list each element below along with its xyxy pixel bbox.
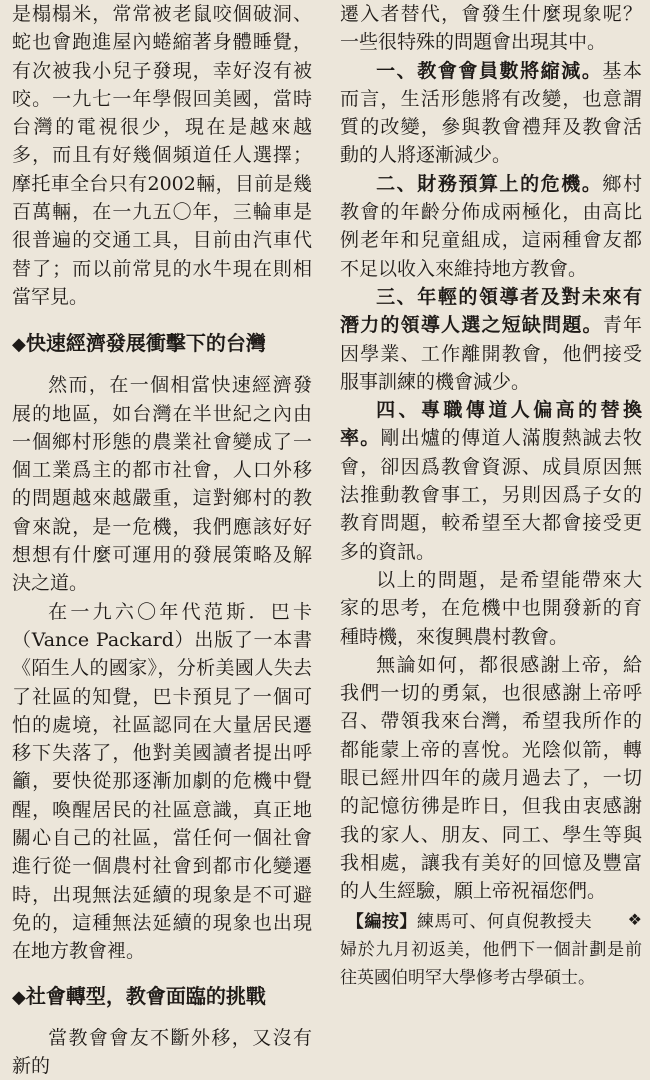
section-heading-text: 快速經濟發展衝擊下的台灣 [26,331,266,355]
challenge-item-body: 青年因學業、工作離開教會，他們接受服事訓練的機會減少。 [340,314,642,393]
editor-note-body: 練馬可、何貞倪教授夫婦於九月初返美，他們下一個計劃是前往英國伯明罕大學修考古學碩士。 [340,912,642,988]
paragraph-left-3: 在一九六〇年代范斯．巴卡（Vance Packard）出版了一本書《陌生人的國家》，分析美國人失去了社區的知覺，巴卡預見了一個可怕的處境，社區認同在大量居民遷移下失落了，他對美國讀者提出呼籲，要快從那逐漸加劇的危機中覺醒，喚醒居民的社區意識，真正地關心自己的社區，當任何一個社會進行從一個農村社會到都市化變遷時，出現無法延續的現象是不可避免的，這種無法延續的現象也出現在地方教會裡。 [12,598,312,966]
editor-note-label: 【編按】 [347,912,417,932]
section-heading-economic-development [12,329,312,359]
challenge-item-4 [340,396,642,566]
paragraph-left-2: 然而，在一個相當快速經濟發展的地區，如台灣在半世紀之內由一個鄉村形態的農業社會變成了一個工業爲主的都市社會，人口外移的問題越來越嚴重，這對鄉村的教會來說，是一危機，我們應該好好想想有什麼可運用的發展策略及解決之道。 [12,371,312,597]
section-heading-text: 社會轉型，教會面臨的挑戰 [26,984,266,1008]
diamond-bullet-icon: ◆ [12,334,26,355]
paragraph-right-1: 遷入者替代，會發生什麼現象呢？一些很特殊的問題會出現其中。 [340,0,642,57]
left-column [12,0,312,900]
end-mark-icon: ❖ [592,906,642,934]
challenge-item-lead: 一、教會會員數將縮減。 [376,60,602,82]
paragraph-right-3-text: 無論如何，都很感謝上帝，給我們一切的勇氣，也很感謝上帝呼召、帶領我來台灣，希望我所作的都能蒙上帝的喜悅。光陰似箭，轉眼已經卅四年的歲月過去了，一切的記憶彷彿是昨日，但我由衷感謝我的家人、朋友、同工、學生等與我相處，讓我有美好的回憶及豐富的人生經驗，願上帝祝福您們。 [340,654,642,902]
challenge-item-lead: 四、專職傳道人偏高的替換率。 [340,399,642,449]
challenge-item-lead: 二、財務預算上的危機。 [376,173,602,195]
section-heading-social-transition [12,982,312,1012]
paragraph-left-4: 當教會會友不斷外移，又沒有新的 [12,1024,312,1080]
paragraph-right-2: 以上的問題，是希望能帶來大家的思考，在危機中也開發新的育種時機，來復興農村教會。 [340,566,642,651]
challenge-item-body: 鄉村教會的年齡分佈成兩極化，由高比例老年和兒童組成，這兩種會友都不足以收入來維持地方教會。 [340,173,642,280]
challenge-item-body: 剛出爐的傳道人滿腹熱誠去牧會，卻因爲教會資源、成員原因無法推動教會事工，另則因爲子女的教育問題，較希望至大都會接受更多的資訊。 [340,427,642,562]
challenge-item-1 [340,57,642,170]
diamond-bullet-icon: ◆ [12,987,26,1008]
challenge-item-lead: 三、年輕的領導者及對未來有潛力的領導人選之短缺問題。 [340,286,642,336]
paragraph-right-3 [340,651,642,906]
paragraph-left-1: 是榻榻米，常常被老鼠咬個破洞、蛇也會跑進屋內蜷縮著身體睡覺，有次被我小兒子發現，幸好沒有被咬。一九七一年學假回美國，當時台灣的電視很少，現在是越來越多，而且有好幾個頻道任人選擇；摩托車全台只有2002輛，目前是幾百萬輛，在一九五〇年，三輪車是很普遍的交通工具，目前由汽車代替了；而以前常見的水牛現在則相當罕見。 [12,0,312,311]
challenge-item-3 [340,283,642,396]
challenge-item-2 [340,170,642,283]
challenge-item-body: 基本而言，生活形態將有改變，也意謂質的改變，參與教會禮拜及教會活動的人將逐漸減少。 [340,60,642,167]
right-column [340,0,642,900]
